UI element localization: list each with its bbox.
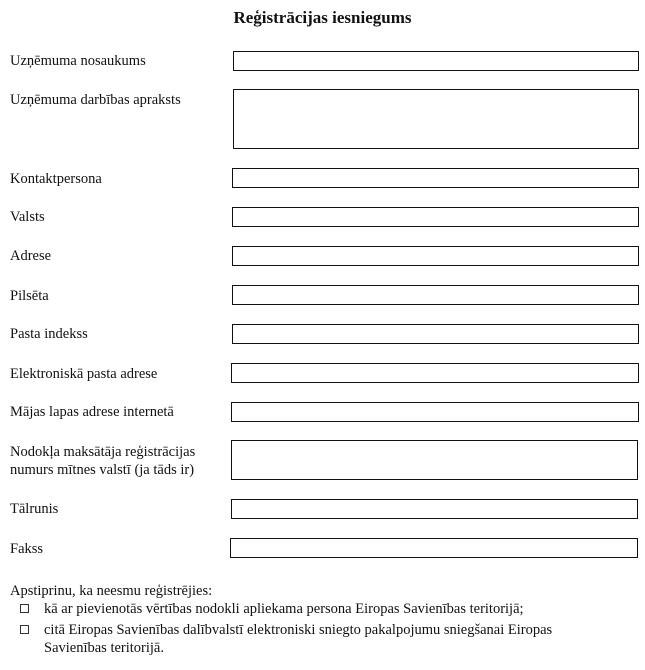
eu-services-option-text-line1: citā Eiropas Savienības dalībvalstī elektroniski sniegto pakalpojumu sniegšanai Eiropas <box>44 622 553 638</box>
phone-label: Tālrunis <box>10 501 59 517</box>
postal-code-field[interactable] <box>232 324 639 344</box>
business-description-label: Uzņēmuma darbības apraksts <box>10 92 181 108</box>
vat-option-text: kā ar pievienotās vērtības nodokli apliekama persona Eiropas Savienības teritorijā; <box>44 601 524 617</box>
eu-services-option <box>20 621 640 657</box>
tax-id-label-line1: Nodokļa maksātāja reģistrācijas <box>10 444 196 460</box>
fax-label: Fakss <box>10 541 44 557</box>
vat-checkbox[interactable] <box>20 604 29 613</box>
vat-option <box>20 600 640 618</box>
contact-person-field[interactable] <box>232 168 639 188</box>
eu-services-option-text-line2: Savienības teritorijā. <box>44 640 164 656</box>
business-description-field[interactable] <box>233 89 639 149</box>
city-label: Pilsēta <box>10 288 49 304</box>
address-label: Adrese <box>10 248 52 264</box>
confirmation-intro: Apstiprinu, ka neesmu reģistrējies: <box>10 583 213 599</box>
fax-field[interactable] <box>230 538 638 558</box>
email-label: Elektroniskā pasta adrese <box>10 366 158 382</box>
tax-id-label-line2: numurs mītnes valstī (ja tāds ir) <box>10 462 195 478</box>
email-field[interactable] <box>231 363 639 383</box>
eu-services-checkbox[interactable] <box>20 625 29 634</box>
country-label: Valsts <box>10 209 45 225</box>
website-label: Mājas lapas adrese internetā <box>10 404 174 420</box>
company-name-field[interactable] <box>233 51 639 71</box>
contact-person-label: Kontaktpersona <box>10 171 102 187</box>
country-field[interactable] <box>232 207 639 227</box>
city-field[interactable] <box>232 285 639 305</box>
website-field[interactable] <box>231 402 639 422</box>
tax-id-field[interactable] <box>231 440 638 480</box>
company-name-label: Uzņēmuma nosaukums <box>10 53 146 69</box>
address-field[interactable] <box>232 246 639 266</box>
postal-code-label: Pasta indekss <box>10 326 88 342</box>
phone-field[interactable] <box>231 499 638 519</box>
form-title: Reģistrācijas iesniegums <box>233 8 412 27</box>
